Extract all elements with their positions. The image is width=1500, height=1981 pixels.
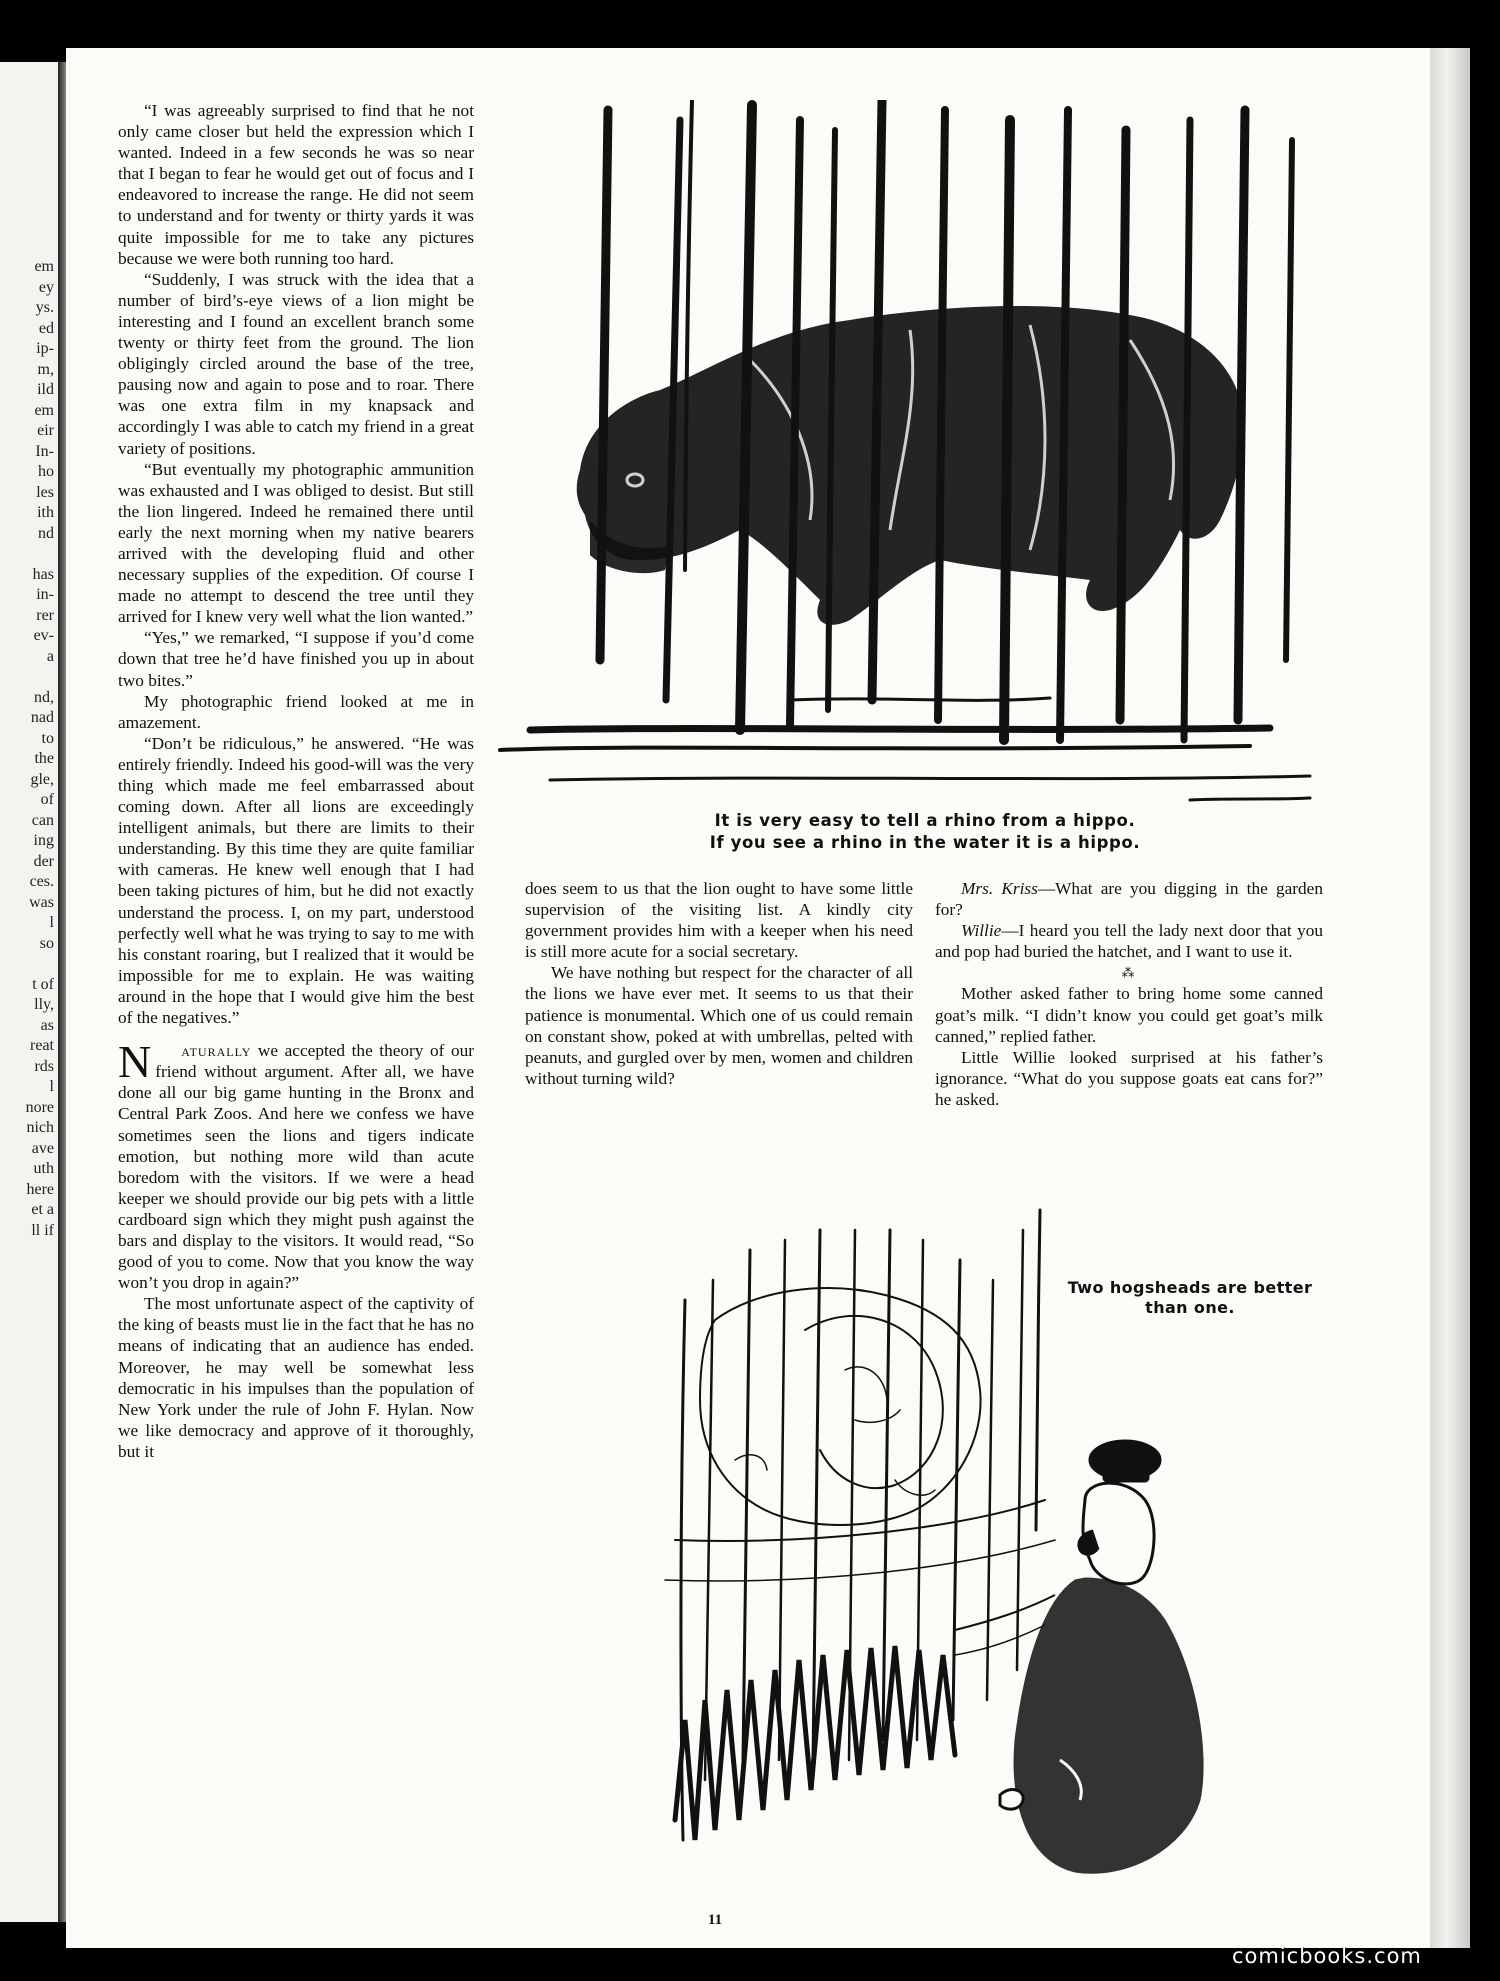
page-edge-right <box>1430 48 1470 1948</box>
prev-page-fragment: gle, <box>30 770 54 788</box>
prev-page-fragment: uth <box>33 1160 54 1177</box>
paragraph: “I was agreeably surprised to find that he not only came closer but held the expression which I wanted. Indeed in a few seconds he was so near that I began to fear he would get out of focus and I endeavored to increase the range. He did not seem to understand and for twenty or thirty yards it was quite impossible for me to take any pictures because we were both running too hard. <box>118 101 474 268</box>
caption-line: It is very easy to tell a rhino from a hippo. <box>714 811 1136 830</box>
prev-page-fragment: nore <box>25 1098 54 1116</box>
prev-page-fragment: to <box>41 729 54 747</box>
prev-page-fragment: ho <box>38 463 54 480</box>
paragraph: Mother asked father to bring home some canned goat’s milk. “I didn’t know you could get goat’s milk canned,” replied father. <box>935 984 1323 1046</box>
prev-page-fragment: nich <box>26 1119 54 1136</box>
paragraph: Little Willie looked surprised at his father’s ignorance. “What do you suppose goats eat cans for?” he asked. <box>935 1047 1323 1109</box>
prev-page-fragment: ith <box>37 504 54 521</box>
paragraph: “Yes,” we remarked, “I suppose if you’d come down that tree he’d have finished you up in about two bites.” <box>118 628 474 690</box>
page-number: 11 <box>707 1912 723 1928</box>
prev-page-fragment: em <box>34 258 54 275</box>
section-separator: ⁂ <box>1121 965 1137 981</box>
prev-page-fragment: der <box>33 852 54 870</box>
prev-page-fragment: nd, <box>34 688 54 706</box>
dropcap-paragraph <box>118 1036 474 1293</box>
caption-line: Two hogsheads are better <box>1067 1278 1313 1297</box>
prev-page-fragment: a <box>46 647 54 665</box>
drop-cap: N <box>118 1036 152 1088</box>
caption-line: than one. <box>1145 1298 1235 1317</box>
prev-page-fragment: eir <box>37 422 54 439</box>
hogsheads-cage-illustration <box>655 1200 1215 1880</box>
prev-page-fragment: of <box>40 791 54 808</box>
prev-page-fragment: ip- <box>36 340 54 357</box>
prev-page-fragment: em <box>34 401 54 419</box>
prev-page-fragment: ces. <box>29 873 54 890</box>
speaker-name: Willie <box>961 921 1002 941</box>
prev-page-fragment: l <box>49 1078 54 1095</box>
dialogue-line <box>935 920 1323 962</box>
prev-page-fragment: can <box>31 811 54 829</box>
prev-page-fragment: l <box>49 914 54 931</box>
watermark: comicbooks.com <box>1232 1944 1422 1968</box>
hippo-cage-illustration <box>490 100 1340 820</box>
prev-page-fragment: In- <box>35 442 54 460</box>
prev-page-fragment: t of <box>32 975 54 993</box>
prev-page-fragment: ild <box>37 381 54 398</box>
dialogue-text: —What are you digging in the garden for? <box>935 879 1323 920</box>
prev-page-fragment: so <box>39 934 54 952</box>
prev-page-fragment: in- <box>36 586 54 603</box>
prev-page-fragment: lly, <box>34 996 54 1013</box>
prev-page-fragment: ing <box>33 832 54 849</box>
previous-page-edge <box>0 62 58 1922</box>
text-column-left <box>118 100 474 1462</box>
prev-page-fragment: nd <box>38 524 54 542</box>
paragraph-text: we accepted the theory of our friend without argument. After all, we have done all our big game hunting in the Bronx and Central Park Zoos. And here we confess we have sometimes seen the lions and tigers indicate emotion, but nothing more wild than acute boredom with the visitors. If we were a head keeper we should provide our big pets with a little cardboard sign which they might push against the bars and display to the visitors. It would read, “So good of you to come. Now that you know the way won’t you drop in again?” <box>118 1041 474 1293</box>
caption-line: If you see a rhino in the water it is a hippo. <box>709 833 1141 852</box>
prev-page-fragment: nad <box>30 709 54 726</box>
text-column-middle <box>525 878 913 1089</box>
paragraph: does seem to us that the lion ought to have some little supervision of the visiting list. A kindly city government provides him with a keeper when his need is still more acute for a social secretary. <box>525 879 913 962</box>
paragraph: “Suddenly, I was struck with the idea that a number of bird’s-eye views of a lion might be interesting and I found an excellent branch some twenty or thirty feet from the ground. The lion obligingly circled around the base of the tree, pausing now and again to pose and to roar. There was one extra film in my knapsack and accordingly I was able to catch my friend in a great variety of positions. <box>118 269 474 458</box>
paragraph: We have nothing but respect for the character of all the lions we have ever met. It seems to us that their patience is monumental. Which one of us could remain on constant show, poked at with umbrellas, pelted with peanuts, and gurgled over by men, women and children without turning wild? <box>525 963 913 1088</box>
prev-page-fragment: ev- <box>33 627 54 644</box>
prev-page-fragment: has <box>32 565 54 583</box>
dialogue-text: —I heard you tell the lady next door that you and pop had buried the hatchet, and I want to use it. <box>935 921 1323 962</box>
prev-page-fragment: as <box>40 1016 54 1034</box>
prev-page-fragment: les <box>36 483 54 501</box>
prev-page-fragment: ave <box>31 1139 54 1157</box>
prev-page-fragment: ys. <box>35 299 54 316</box>
paragraph: The most unfortunate aspect of the captivity of the king of beasts must lie in the fact that he has no means of indicating that an audience has ended. Moreover, he may well be somewhat less democratic in his impulses than the population of New York under the rule of John F. Hylan. Now we like democracy and approve of it thoroughly, but it <box>118 1294 474 1461</box>
text-column-right <box>935 878 1323 1110</box>
caption-hippo <box>525 810 1325 854</box>
paragraph: “Don’t be ridiculous,” he answered. “He was entirely friendly. Indeed his good-will was the very thing which made me feel embarrassed about coming down. After all lions are exceedingly intelligent animals, but there are limits to their understanding. By this time they are quite familiar with cameras. He knew well enough that I had been taking pictures of him, but he did not exactly understand the process. I, on my part, understood perfectly well what he was trying to say to me with his constant roaring, but I realized that it would be impossible for me to explain. He was waiting around in the hope that I would give him the best of the negatives.” <box>118 733 474 1028</box>
prev-page-fragment: ll if <box>31 1221 54 1239</box>
prev-page-fragment: m, <box>37 360 54 378</box>
smallcaps-lead: aturally <box>181 1041 252 1061</box>
prev-page-fragment: reat <box>30 1037 54 1054</box>
prev-page-fragment: here <box>26 1180 54 1198</box>
prev-page-fragment: was <box>29 893 54 911</box>
speaker-name: Mrs. Kriss <box>961 879 1038 898</box>
prev-page-fragment: et a <box>31 1201 54 1218</box>
paragraph: “But eventually my photographic ammunition was exhausted and I was obliged to desist. But still the lion lingered. Indeed he remained there until early the next morning when my native bearers arrived with the developing fluid and other necessary supplies of the expedition. Of course I made no attempt to descend the tree until they arrived for I knew very well what the lion wanted.” <box>118 459 474 627</box>
prev-page-fragment: rds <box>34 1057 54 1075</box>
prev-page-fragment: ey <box>38 278 54 296</box>
prev-page-fragment: ed <box>38 319 54 337</box>
prev-page-fragment: rer <box>36 606 54 624</box>
paragraph: My photographic friend looked at me in amazement. <box>118 691 474 732</box>
dialogue-line <box>935 878 1323 920</box>
prev-page-fragment: the <box>34 750 54 767</box>
